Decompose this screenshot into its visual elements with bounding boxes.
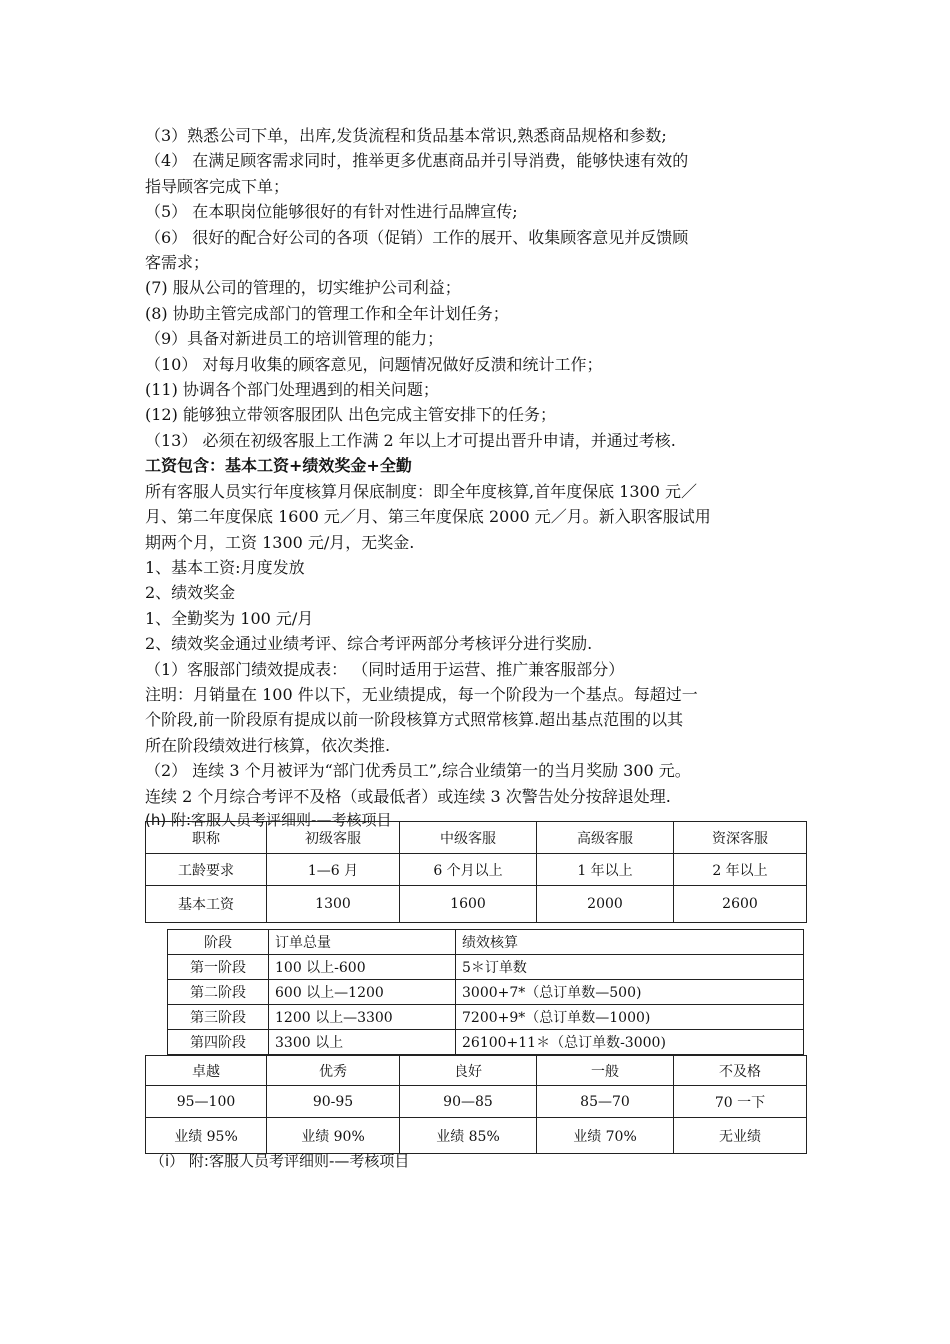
table-cell: 1 年以上 — [537, 854, 674, 886]
table-cell: 1200 以上—3300 — [269, 1005, 456, 1030]
table-cell: 1300 — [267, 886, 400, 923]
table-cell: 2 年以上 — [674, 854, 807, 886]
table-cell: 5＊订单数 — [456, 955, 804, 980]
table-cell: 95—100 — [146, 1086, 267, 1118]
duties-list — [145, 123, 805, 453]
table-cell: 业绩 70% — [537, 1118, 674, 1154]
salary-line: 所在阶段绩效进行核算，依次类推. — [145, 735, 391, 755]
table-cell: 100 以上-600 — [269, 955, 456, 980]
table-cell: 26100+11＊（总订单数-3000) — [456, 1030, 804, 1055]
table-cell: 第三阶段 — [168, 1005, 269, 1030]
salary-line: 连续 2 个月综合考评不及格（或最低者）或连续 3 次警告处分按辞退处理. — [145, 786, 671, 806]
duty-line: （9）具备对新进员工的培训管理的能力； — [145, 329, 444, 349]
salary-line: 2、绩效奖金 — [145, 583, 236, 603]
duty-line: （13） 必须在初级客服上工作满 2 年以上才可提出晋升申请，并通过考核. — [145, 430, 676, 450]
salary-heading: 工资包含：基本工资+绩效奖金+全勤 — [145, 456, 412, 476]
table-row — [168, 930, 804, 955]
duty-line: (12) 能够独立带领客服团队 出色完成主管安排下的任务； — [145, 405, 557, 425]
table-cell: 第四阶段 — [168, 1030, 269, 1055]
table-cell: 一般 — [537, 1056, 674, 1086]
table-cell: 阶段 — [168, 930, 269, 955]
table-row — [146, 886, 807, 923]
salary-line: 所有客服人员实行年度核算月保底制度：即全年度核算,首年度保底 1300 元／ — [145, 481, 697, 501]
salary-line: 1、基本工资:月度发放 — [145, 557, 305, 577]
duty-line: （10） 对每月收集的顾客意见，问题情况做好反溃和统计工作； — [145, 354, 603, 374]
rank-salary-table — [145, 821, 807, 923]
salary-line: 个阶段,前一阶段原有提成以前一阶段核算方式照常核算.超出基点范围的以其 — [145, 710, 684, 730]
table-cell: 良好 — [400, 1056, 537, 1086]
table-cell: 无业绩 — [674, 1118, 807, 1154]
section-i-label: （i） 附:客服人员考评细则-—考核项目 — [150, 1152, 410, 1170]
table-row — [168, 955, 804, 980]
table-cell: 第二阶段 — [168, 980, 269, 1005]
duty-line: (7) 服从公司的管理的，切实维护公司利益； — [145, 278, 461, 298]
table-cell: 第一阶段 — [168, 955, 269, 980]
salary-line: （2） 连续 3 个月被评为“部门优秀员工”,综合业绩第一的当月奖励 300 元。 — [145, 761, 691, 781]
table-cell: 优秀 — [267, 1056, 400, 1086]
table-cell: 3300 以上 — [269, 1030, 456, 1055]
duty-line: 指导顾客完成下单； — [145, 176, 290, 196]
table-cell: 业绩 95% — [146, 1118, 267, 1154]
table-cell: 业绩 85% — [400, 1118, 537, 1154]
table-cell: 订单总量 — [269, 930, 456, 955]
table-row — [146, 854, 807, 886]
salary-line: 注明：月销量在 100 件以下，无业绩提成，每一个阶段为一个基点。每超过一 — [145, 684, 698, 704]
table-row — [146, 1118, 807, 1154]
salary-line: （1）客服部门绩效提成表： （同时适用于运营、推广兼客服部分） — [145, 659, 625, 679]
table-cell: 6 个月以上 — [400, 854, 537, 886]
duty-line: （6） 很好的配合好公司的各项（促销）工作的展开、收集顾客意见并反馈顾 — [145, 227, 689, 247]
table-cell: 90—85 — [400, 1086, 537, 1118]
table-cell: 中级客服 — [400, 822, 537, 854]
table-cell: 600 以上—1200 — [269, 980, 456, 1005]
table-cell: 70 一下 — [674, 1086, 807, 1118]
table-cell: 3000+7*（总订单数—500) — [456, 980, 804, 1005]
table-row — [168, 1030, 804, 1055]
salary-line: 月、第二年度保底 1600 元／月、第三年度保底 2000 元／月。新入职客服试用 — [145, 507, 711, 527]
section-h-label: (h) 附:客服人员考评细则-—考核项目 — [145, 810, 392, 829]
salary-line: 2、绩效奖金通过业绩考评、综合考评两部分考核评分进行奖励. — [145, 634, 593, 654]
table-cell: 业绩 90% — [267, 1118, 400, 1154]
grade-table — [145, 1055, 807, 1154]
table-cell: 绩效核算 — [456, 930, 804, 955]
duty-line: （5） 在本职岗位能够很好的有针对性进行品牌宣传; — [145, 202, 518, 222]
table-row — [146, 1086, 807, 1118]
table-row — [168, 1005, 804, 1030]
table-cell: 7200+9*（总订单数—1000) — [456, 1005, 804, 1030]
table-cell: 初级客服 — [267, 822, 400, 854]
table-cell: 不及格 — [674, 1056, 807, 1086]
salary-line: 期两个月，工资 1300 元/月，无奖金. — [145, 532, 415, 552]
duty-line: （3）熟悉公司下单，出库,发货流程和货品基本常识,熟悉商品规格和参数; — [145, 126, 667, 145]
table-row — [146, 822, 807, 854]
document-body — [145, 123, 805, 831]
table-cell: 85—70 — [537, 1086, 674, 1118]
table-cell: 90-95 — [267, 1086, 400, 1118]
table-cell: 高级客服 — [537, 822, 674, 854]
salary-section — [145, 479, 805, 809]
duty-line: (11) 协调各个部门处理遇到的相关问题； — [145, 380, 439, 400]
duty-line: (8) 协助主管完成部门的管理工作和全年计划任务； — [145, 303, 509, 323]
table-cell: 职称 — [146, 822, 267, 854]
salary-line: 1、全勤奖为 100 元/月 — [145, 608, 314, 628]
duty-line: 客需求； — [145, 253, 210, 273]
table-cell: 卓越 — [146, 1056, 267, 1086]
table-cell: 2600 — [674, 886, 807, 923]
table-cell: 1600 — [400, 886, 537, 923]
performance-stage-table — [167, 929, 804, 1055]
table-row — [168, 980, 804, 1005]
table-cell: 1—6 月 — [267, 854, 400, 886]
table-cell: 基本工资 — [146, 886, 267, 923]
duty-line: （4） 在满足顾客需求同时，推举更多优惠商品并引导消费，能够快速有效的 — [145, 151, 689, 171]
table-cell: 资深客服 — [674, 822, 807, 854]
table-cell: 2000 — [537, 886, 674, 923]
table-cell: 工龄要求 — [146, 854, 267, 886]
table-row — [146, 1056, 807, 1086]
